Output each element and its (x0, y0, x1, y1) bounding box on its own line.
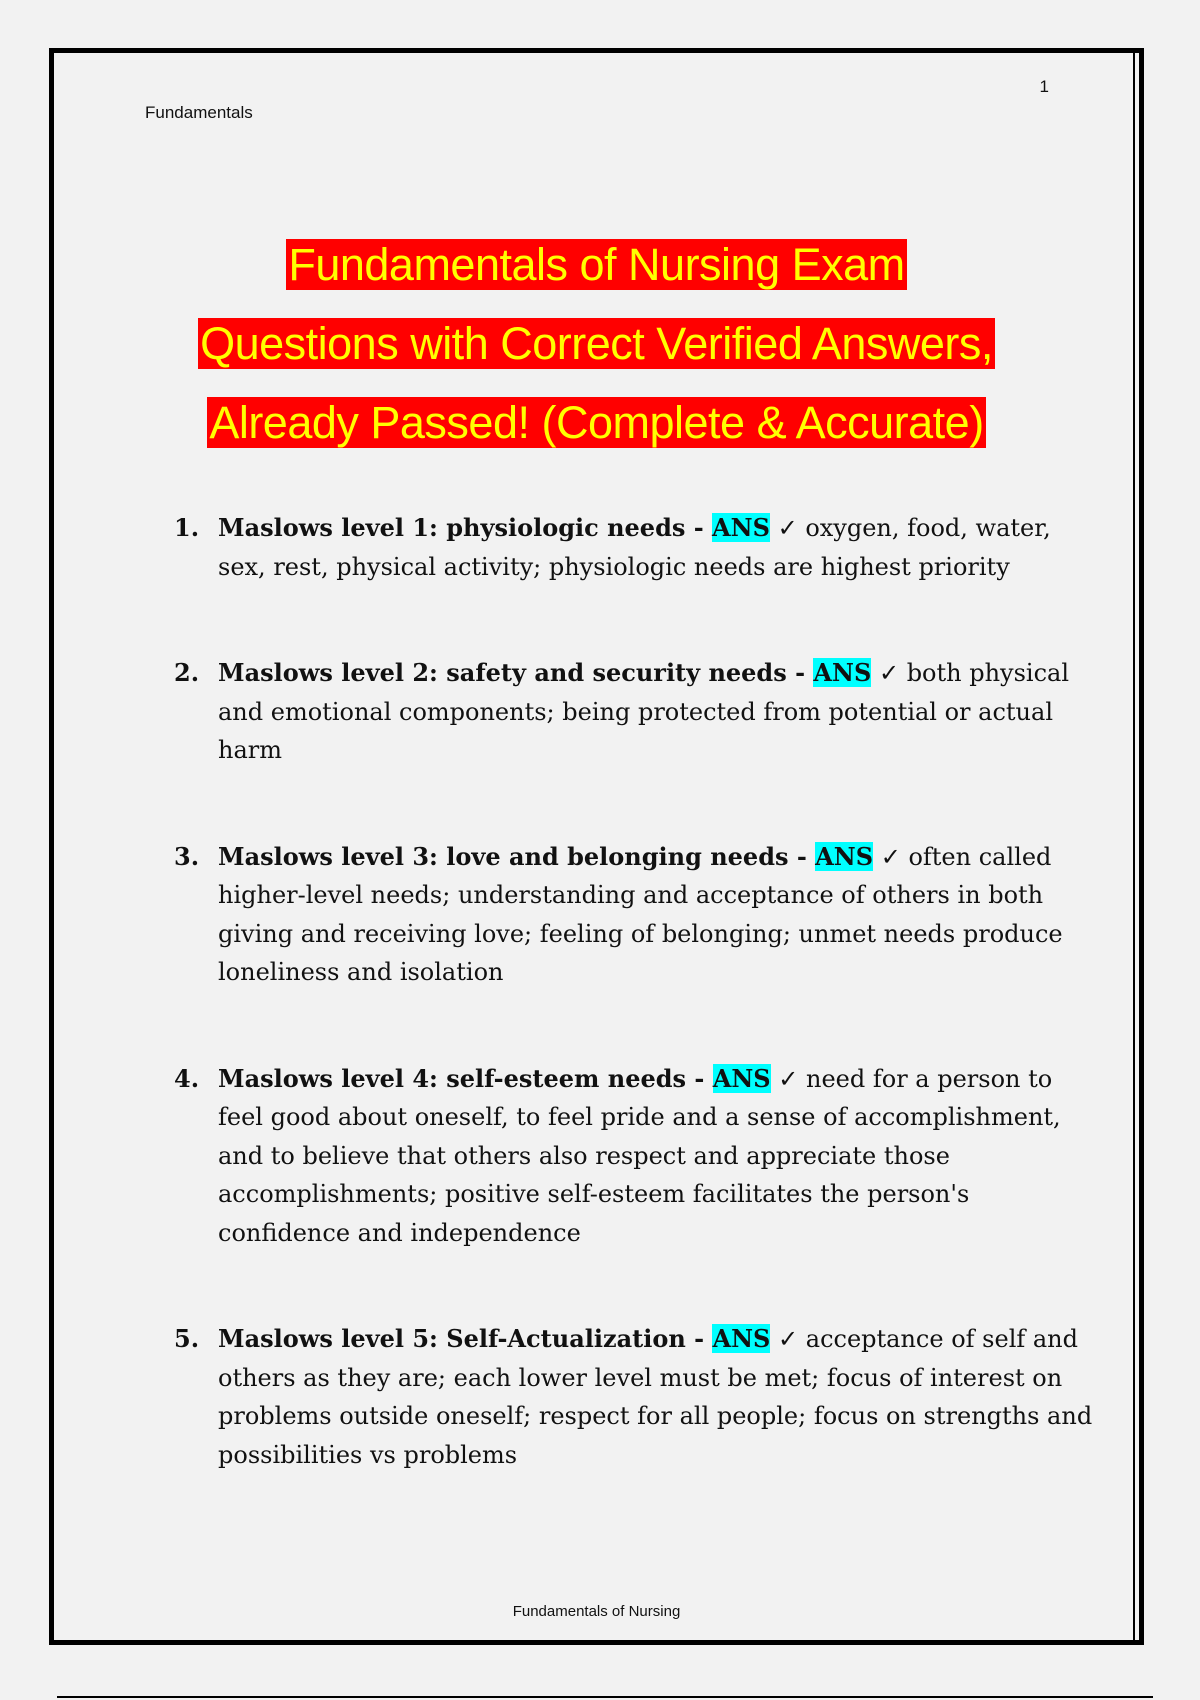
ans-tag: ANS (712, 1063, 771, 1093)
check-icon: ✓ (778, 1325, 799, 1353)
item-number: 2. (174, 658, 200, 687)
list-item (174, 838, 1104, 992)
item-answer: both physical and emotional components; being protected from potential or actual harm (218, 659, 1070, 764)
list-item (174, 1320, 1104, 1474)
item-answer: acceptance of self and others as they are; each lower level must be met; focus of interest on problems outside oneself; respect for all people; focus on strengths and possibilities vs problems (218, 1325, 1093, 1469)
item-question: Maslows level 2: safety and security needs - (218, 658, 814, 687)
ans-tag: ANS (813, 658, 872, 687)
header-text: Fundamentals (145, 103, 253, 122)
list-item (174, 1060, 1104, 1253)
list-item (174, 654, 1104, 770)
list-item (174, 509, 1104, 586)
divider (57, 1696, 1153, 1698)
document-page (49, 48, 1144, 1645)
check-icon: ✓ (777, 514, 798, 542)
item-question: Maslows level 3: love and belonging needs - (218, 841, 816, 871)
title-line (54, 383, 1139, 462)
question-list (174, 509, 1104, 1474)
item-question: Maslows level 5: Self-Actualization - (218, 1324, 713, 1353)
title-line-text: Already Passed! (Complete & Accurate) (209, 397, 984, 448)
item-question: Maslows level 4: self-esteem needs - (218, 1063, 713, 1093)
footer-text: Fundamentals of Nursing (512, 1603, 681, 1620)
item-answer: oxygen, food, water, sex, rest, physical activity; physiologic needs are highest priority (218, 514, 1051, 581)
item-number: 3. (174, 841, 200, 871)
item-answer: often called higher-level needs; understanding and acceptance of others in both giving and receiving love; feeling of belonging; unmet needs produce loneliness and isolation (218, 842, 1063, 986)
title-line (54, 304, 1139, 383)
title-line (54, 225, 1139, 304)
item-number: 4. (174, 1063, 200, 1093)
document-title (54, 225, 1139, 462)
ans-tag: ANS (712, 513, 770, 542)
title-line-text: Fundamentals of Nursing Exam (288, 239, 905, 290)
page-number: 1 (1039, 77, 1049, 96)
check-icon: ✓ (778, 1064, 799, 1093)
item-number: 1. (174, 513, 200, 542)
ans-tag: ANS (712, 1324, 771, 1353)
item-answer: need for a person to feel good about oneself, to feel pride and a sense of accomplishment, and to believe that others also respect and appreciate those accomplishments; positive self-esteem facilitates the person's confidence and independence (218, 1064, 1061, 1247)
check-icon: ✓ (878, 659, 900, 687)
ans-tag: ANS (815, 841, 874, 871)
item-question: Maslows level 1: physiologic needs - (218, 513, 713, 542)
title-line-text: Questions with Correct Verified Answers, (200, 318, 993, 369)
check-icon: ✓ (880, 842, 901, 871)
item-number: 5. (174, 1324, 200, 1353)
